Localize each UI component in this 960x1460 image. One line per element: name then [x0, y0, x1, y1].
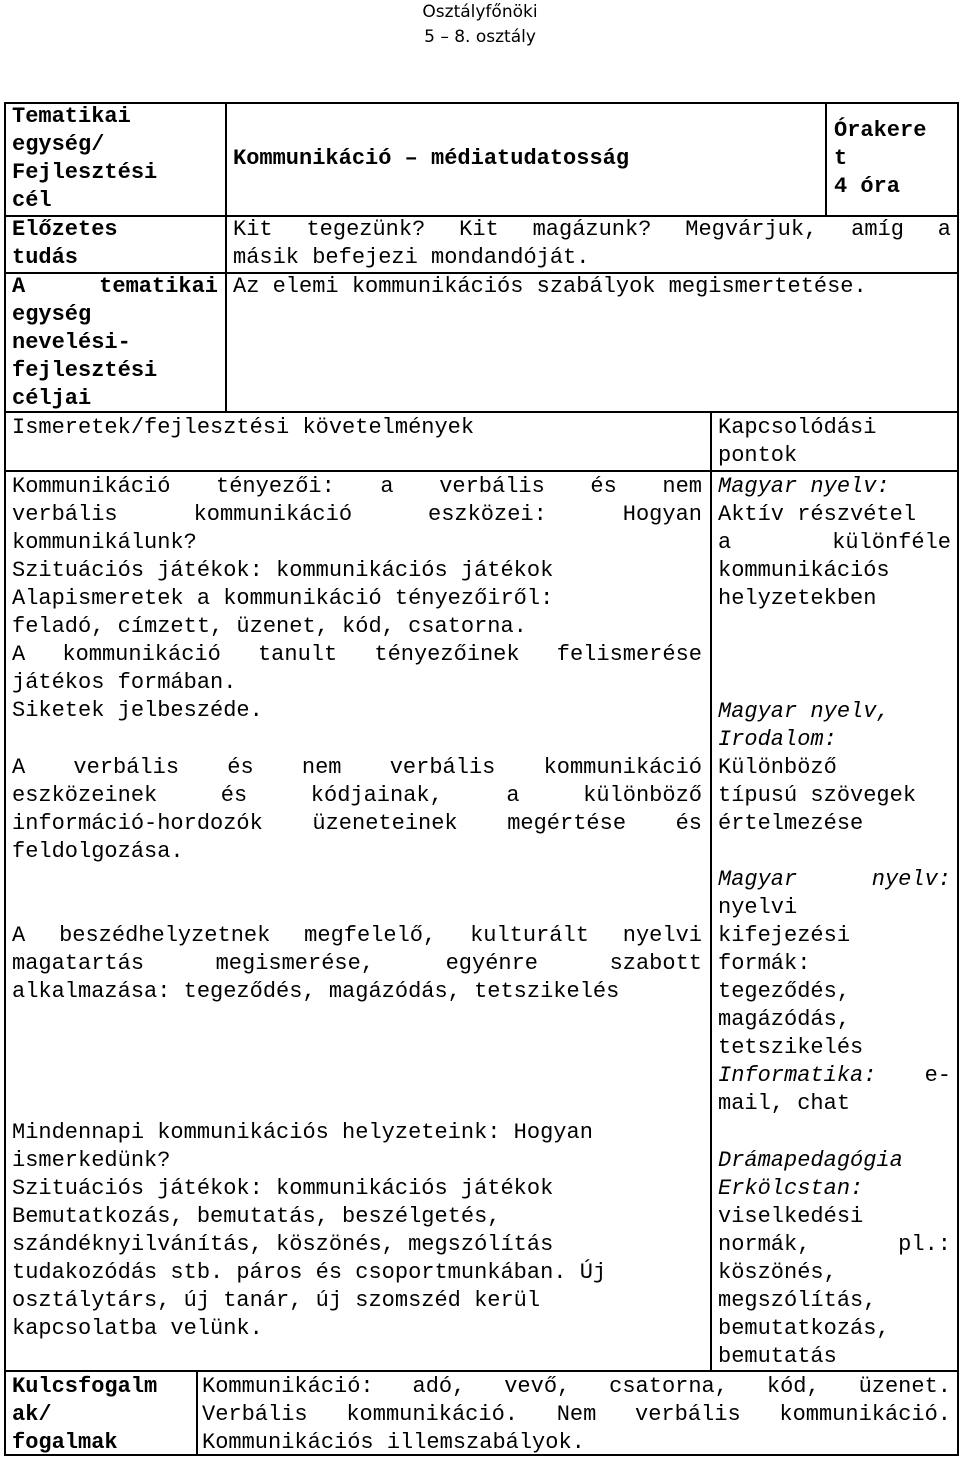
- table-right-border: [957, 102, 959, 1456]
- connection-drama: Drámapedagógia: [718, 1148, 903, 1173]
- col-divider-keywords: [196, 1370, 198, 1456]
- connection-hungarian-literature: Magyar nyelv, Irodalom: Különböző típusú szövegek értelmezése: [718, 699, 917, 836]
- unit-title: Kommunikáció – médiatudatosság: [233, 146, 630, 171]
- goals-text: Az elemi kommunikációs szabályok megismertetése.: [233, 274, 867, 299]
- content-block-verbal-nonverbal: A verbális és nem verbális kommunikáció eszközeinek és kódjainak, a különböző információ-hordozók üzeneteinek megértése és feldolgozása.: [12, 755, 702, 864]
- keywords-label: Kulcsfogalm ak/ fogalmak: [12, 1374, 158, 1455]
- keywords-text: Kommunikáció: adó, vevő, csatorna, kód, üzenet. Verbális kommunikáció. Nem verbális kommunikáció. Kommunikációs illemszabályok.: [202, 1374, 951, 1455]
- content-block-communication-factors: Kommunikáció tényezői: a verbális és nem verbális kommunikáció eszközei: Hogyan kommunikálunk? Szituációs játékok: kommunikációs játékok Alapismeretek a kommunikáció tényezőiről: feladó, címzett, üzenet, kód, csatorna. A kommunikáció tanult tényezőinek felismerése játékos formában. Siketek jelbeszéde.: [12, 474, 702, 723]
- row-divider-heading: [4, 470, 959, 472]
- col-divider-label: [225, 102, 227, 413]
- connection-hungarian-2: Magyar nyelv: nyelvi kifejezési formák: tegeződés, magázódás, tetszikelés: [718, 867, 951, 1060]
- col-divider-hours: [825, 102, 827, 217]
- hours-value: 4 óra: [834, 174, 901, 199]
- goals-label: A tematikai egység nevelési- fejlesztési céljai: [12, 274, 218, 411]
- content-block-speech-situation: A beszédhelyzetnek megfelelő, kulturált nyelvi magatartás megismerése, egyénre szabott alkalmazása: tegeződés, magázódás, tetszikelés: [12, 923, 702, 1004]
- prior-knowledge-label: Előzetes tudás: [12, 217, 118, 270]
- connection-hungarian-1: Magyar nyelv: Aktív részvétel a különféle kommunikációs helyzetekben: [718, 474, 951, 611]
- connection-ethics: Erkölcstan: viselkedési normák, pl.: köszönés, megszólítás, bemutatkozás, bemutatás: [718, 1176, 951, 1369]
- unit-label: Tematikai egység/ Fejlesztési cél: [12, 104, 158, 213]
- connections-heading: Kapcsolódási pontok: [718, 415, 877, 468]
- hours-label: Órakere t 4 óra: [834, 117, 956, 201]
- table-left-border: [4, 102, 6, 1456]
- col-divider-connections: [710, 411, 712, 1372]
- connection-informatics: Informatika: e- mail, chat: [718, 1063, 951, 1116]
- prior-knowledge-text: Kit tegezünk? Kit magázunk? Megvárjuk, amíg a másik befejezi mondandóját.: [233, 217, 951, 270]
- content-block-everyday-situations: Mindennapi kommunikációs helyzeteink: Hogyan ismerkedünk? Szituációs játékok: kommunikációs játékok Bemutatkozás, bemutatás, beszélgetés, szándéknyilvánítás, köszönés, megszólítás tudakozódás stb. páros és csoportmunkában. Új osztálytárs, új tanár, új szomszéd kerül kapcsolatba velünk.: [12, 1120, 607, 1341]
- header-grade: 5 – 8. osztály: [424, 27, 536, 47]
- header-subject: Osztályfőnöki: [422, 2, 538, 22]
- requirements-heading: Ismeretek/fejlesztési követelmények: [12, 415, 475, 440]
